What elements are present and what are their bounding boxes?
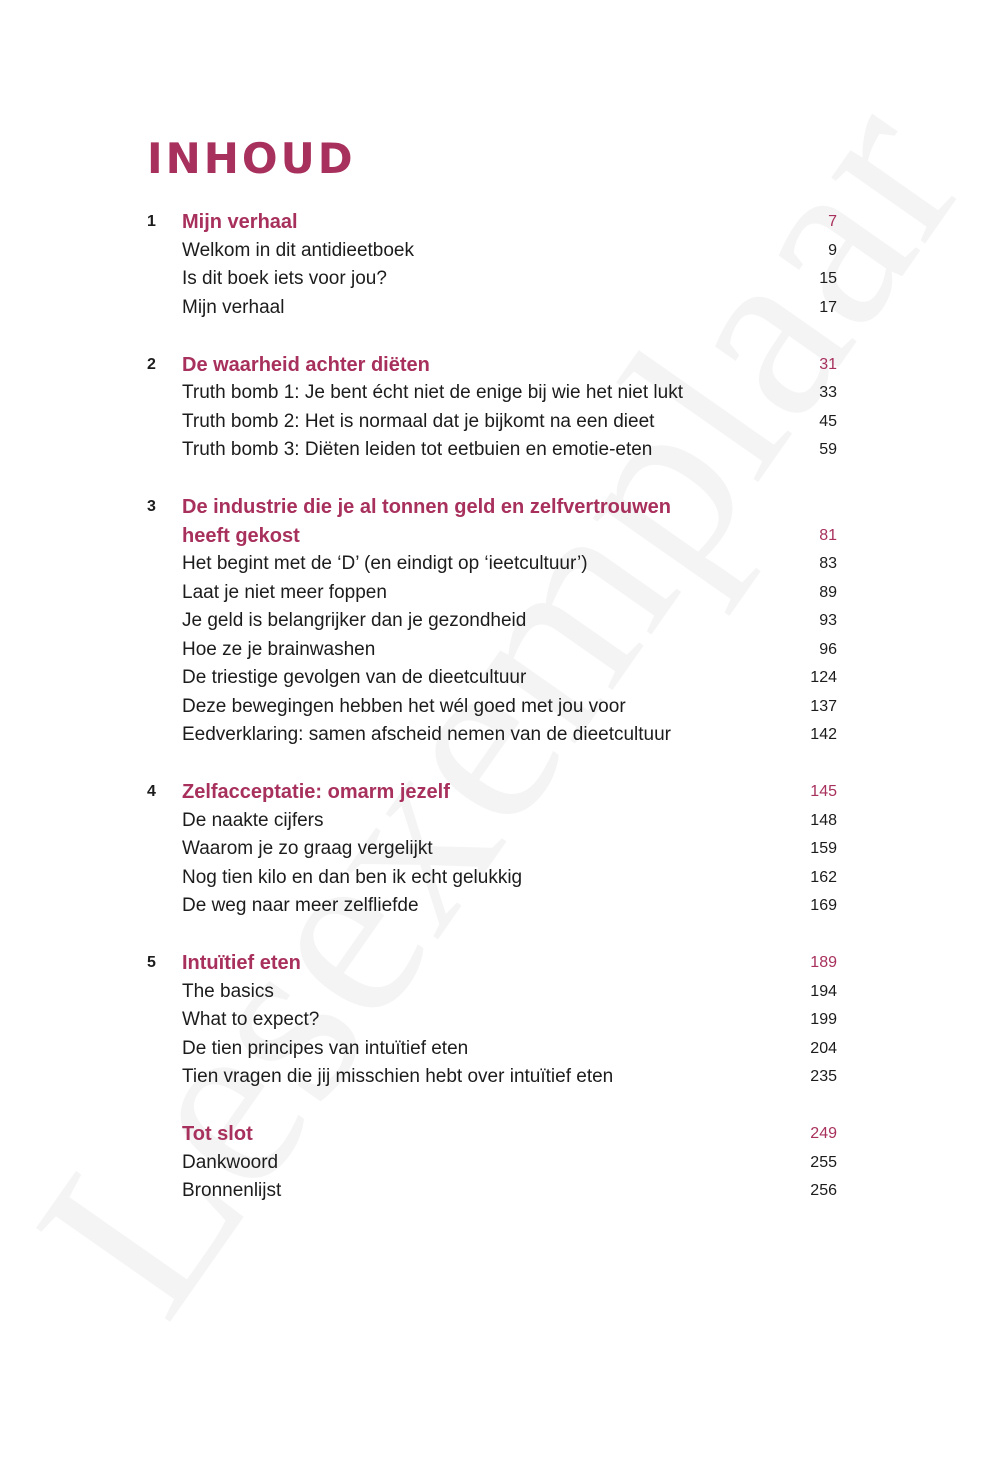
chapter-title-row[interactable] [147,522,837,551]
toc-entry[interactable] [147,550,837,579]
toc-entry-page-number: 83 [819,555,837,572]
chapter-number: 5 [147,954,156,971]
toc-entry[interactable] [147,379,837,408]
toc-entry-label: De weg naar meer zelfliefde [182,895,419,916]
toc-entry-label: Bronnenlijst [182,1180,282,1201]
toc-entry-label: De tien principes van intuïtief eten [182,1037,469,1059]
chapter-page-number: 81 [819,526,837,544]
toc-entry-page-number: 33 [819,384,837,401]
toc-entry[interactable] [147,1063,837,1092]
toc-entry[interactable] [147,294,837,323]
toc-entry-page-number: 199 [810,1011,837,1028]
toc-entry[interactable] [147,436,837,465]
chapter-title-row[interactable] [147,208,837,237]
chapter-title: heeft gekost [182,524,300,547]
chapter-number: 2 [147,355,156,373]
toc-entry-label: Welkom in dit antidieetboek [182,239,414,261]
chapter [147,949,837,1092]
toc-entry-label: Is dit boek iets voor jou? [182,268,387,289]
toc-entry-label: Tien vragen die jij misschien hebt over intuïtief eten [182,1066,614,1087]
toc-entry-page-number: 256 [810,1182,837,1199]
chapter-title: Mijn verhaal [182,211,298,233]
toc-entry[interactable] [147,864,837,893]
toc-entry[interactable] [147,579,837,608]
toc-entry-label: Truth bomb 2: Het is normaal dat je bijkomt na een dieet [182,410,655,432]
chapter-title: De industrie die je al tonnen geld en zelfvertrouwen [182,496,671,518]
toc-entry[interactable] [147,237,837,266]
chapter-page-number: 249 [810,1125,837,1142]
toc-entry-label: Dankwoord [182,1151,279,1173]
toc-entry-page-number: 124 [810,669,837,686]
chapter-title-row[interactable] [147,778,837,807]
toc-entry[interactable] [147,721,837,750]
toc-entry[interactable] [147,1006,837,1035]
chapter-number: 3 [147,498,156,515]
chapter [147,1120,837,1206]
toc-entry-label: De triestige gevolgen van de dieetcultuur [182,667,527,688]
toc-entry-page-number: 194 [810,982,837,1000]
chapter-title-row[interactable] [147,351,837,380]
toc-entry[interactable] [147,607,837,636]
toc-entry[interactable] [147,265,837,294]
toc-entry-label: Deze bewegingen hebben het wél goed met jou voor [182,695,626,717]
toc-entry[interactable] [147,664,837,693]
toc-entry-label: De naakte cijfers [182,809,324,831]
toc-entry-label: Je geld is belangrijker dan je gezondheid [182,610,527,631]
toc-entry-label: Waarom je zo graag vergelijkt [182,838,433,859]
table-of-contents [147,208,837,1234]
toc-entry-label: Eedverklaring: samen afscheid nemen van de dieetcultuur [182,724,672,745]
toc-entry-label: Mijn verhaal [182,296,285,318]
page-title: INHOUD [147,134,356,183]
chapter-number: 4 [147,783,156,800]
chapter-title: De waarheid achter diëten [182,353,430,376]
toc-entry-page-number: 17 [819,298,837,316]
chapter-title: Zelfacceptatie: omarm jezelf [182,781,450,803]
toc-entry[interactable] [147,978,837,1007]
toc-entry[interactable] [147,807,837,836]
toc-entry[interactable] [147,1149,837,1178]
toc-entry[interactable] [147,1177,837,1206]
toc-entry-label: Het begint met de ‘D’ (en eindigt op ‘ieetcultuur’) [182,553,588,574]
toc-entry[interactable] [147,1035,837,1064]
toc-entry-label: Truth bomb 3: Diëten leiden tot eetbuien en emotie-eten [182,439,653,460]
chapter-number: 1 [147,213,156,230]
chapter-page-number: 189 [810,954,837,971]
toc-entry[interactable] [147,892,837,921]
toc-entry[interactable] [147,835,837,864]
toc-entry-page-number: 235 [810,1068,837,1085]
toc-entry-label: The basics [182,980,274,1002]
chapter-page-number: 7 [828,213,837,230]
toc-entry-label: Laat je niet meer foppen [182,581,387,603]
toc-entry-page-number: 59 [819,441,837,458]
toc-entry[interactable] [147,693,837,722]
toc-entry-label: Nog tien kilo en dan ben ik echt gelukkig [182,866,523,888]
toc-entry[interactable] [147,408,837,437]
toc-entry[interactable] [147,636,837,665]
toc-entry-page-number: 169 [810,897,837,914]
toc-entry-page-number: 137 [810,697,837,715]
chapter [147,778,837,921]
chapter [147,493,837,750]
toc-entry-page-number: 142 [810,726,837,743]
chapter-page-number: 31 [819,355,837,373]
toc-entry-page-number: 255 [810,1153,837,1171]
toc-entry-page-number: 89 [819,583,837,601]
toc-entry-page-number: 159 [810,840,837,857]
toc-entry-page-number: 93 [819,612,837,629]
toc-entry-page-number: 148 [810,811,837,829]
toc-entry-page-number: 204 [810,1039,837,1057]
toc-entry-page-number: 9 [828,241,837,259]
toc-entry-label: Truth bomb 1: Je bent écht niet de enige bij wie het niet lukt [182,382,683,403]
chapter-title: Tot slot [182,1123,253,1145]
chapter [147,208,837,322]
toc-entry-page-number: 45 [819,412,837,430]
toc-entry-page-number: 162 [810,868,837,886]
chapter [147,351,837,465]
toc-entry-label: What to expect? [182,1009,320,1030]
toc-entry-page-number: 15 [819,270,837,287]
chapter-title-row[interactable] [147,1120,837,1149]
chapter-title-row[interactable] [147,493,837,522]
chapter-page-number: 145 [810,783,837,800]
toc-entry-label: Hoe ze je brainwashen [182,638,376,660]
chapter-title-row[interactable] [147,949,837,978]
chapter-title: Intuïtief eten [182,952,301,974]
toc-entry-page-number: 96 [819,640,837,658]
